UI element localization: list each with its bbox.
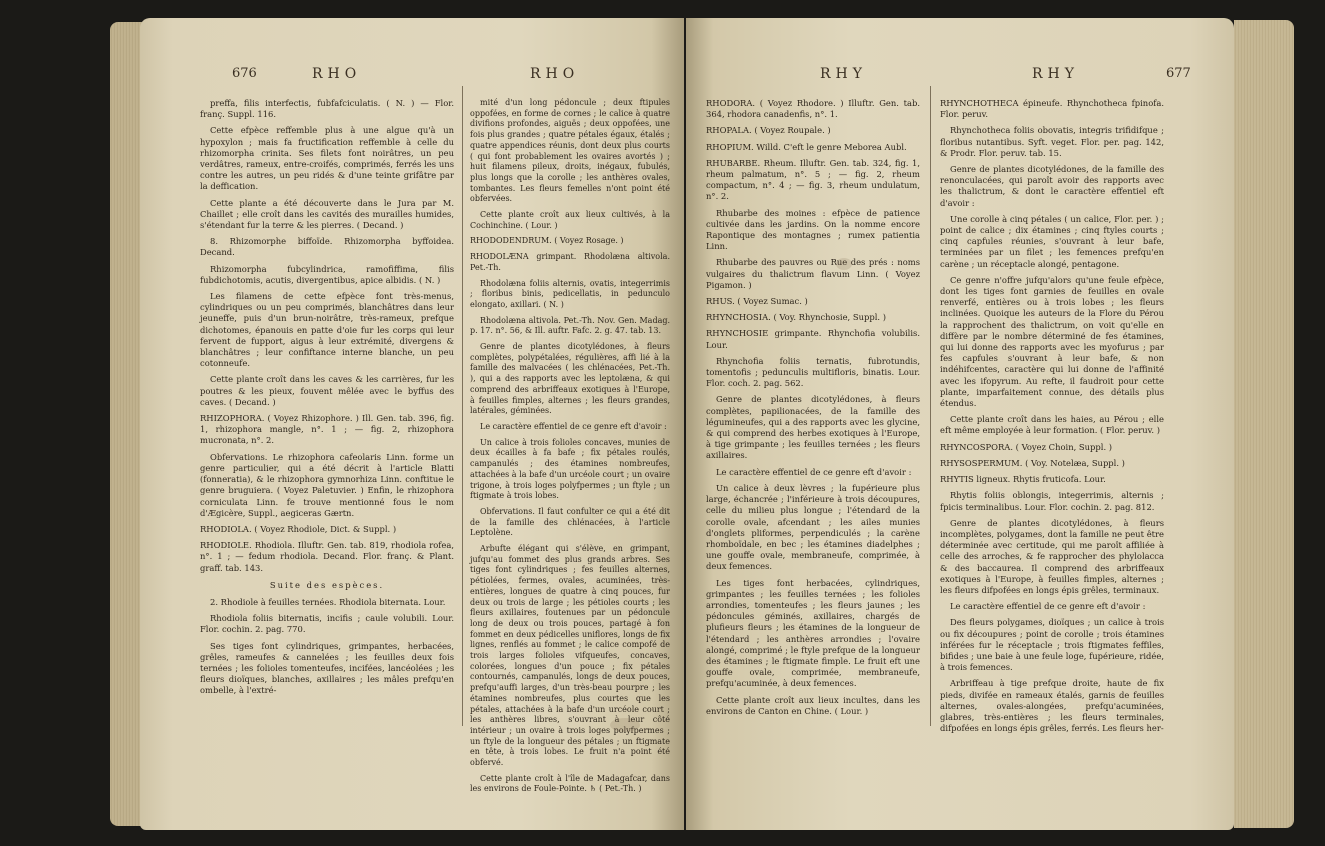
paragraph: Rhizomorpha fubcylindrica, ramofiffima, filis fubdichotomis, acutis, divergentibus, apice albidis. ( N. ) <box>200 263 454 285</box>
paragraph: Ce genre n'offre jufqu'alors qu'une feule efpèce, dont les tiges font garnies de feuilles en ovale renverfé, entières ou à trois lobes ; les fleurs inclinées. Quoique les auteurs de la Flore du Pérou la rapprochent des thalictrum, on voit qu'elle en diffère par le nombre déterminé de fes étamines, qui lui donne des rapports avec les myofurus ; par fes capfules s'ouvrant à leur bafe, & non indéhifcentes, caractère qui lui donne de l'affinité avec les ifopyrum. Au refte, il faudroit pour cette plante, imparfaitement connue, des détails plus étendus. <box>940 274 1164 409</box>
paragraph: Un calice à deux lèvres ; la fupérieure plus large, échancrée ; l'inférieure à trois découpures, celle du milieu plus longue ; l'étendard de la corolle ovale, afcendant ; les ailes munies d'onglets pliformes, perpendiculés ; la carène rhomboïdale, en bec ; les étamines diadelphes ; une gouffe ovale, membraneufe, comprimée, à deux femences. <box>706 482 920 572</box>
paragraph: Rhubarbe des moines : efpèce de patience cultivée dans les jardins. On la nomme encore Rapontique des montagnes ; rumex patientia Linn. <box>706 207 920 252</box>
paragraph: Genre de plantes dicotylédones, de la famille des renonculacées, qui paroît avoir des rapports avec les thalictrum, & dont le caractère effentiel eft d'avoir : <box>940 164 1164 208</box>
paragraph: Suite des espèces. <box>269 579 385 590</box>
paragraph: Rhodiola foliis biternatis, incifis ; caule volubili. Lour. Flor. cochin. 2. pag. 770. <box>200 613 454 635</box>
paragraph: preffa, filis interfectis, fubfafciculatis. ( N. ) — Flor. franç. Suppl. 116. <box>200 98 454 120</box>
paragraph: RHYSOSPERMUM. ( Voy. Notelæa, Suppl. ) <box>940 457 1125 468</box>
paragraph: RHYNCHOSIA. ( Voy. Rhynchosie, Suppl. ) <box>706 312 886 323</box>
paragraph: Cette plante croît à l'île de Madagafcar, dans les environs de Foule-Pointe. ♄ ( Pet.-Th. ) <box>470 773 670 794</box>
paragraph: mité d'un long pédoncule ; deux ftipules oppofées, en forme de cornes ; le calice à quatre divifions profondes, aiguës ; deux oppofées, une fois plus grandes ; quatre pétales égaux, étalés ; quatre appendices réunis, dont deux plus courts ( qui font probablement les ovaires avortés ) ; huit filamens pileux, droits, inégaux, fubulés, plus longs que la corolle ; les anthères ovales, tombantes. Les fleurs femelles n'ont point été obfervées. <box>470 98 670 204</box>
paragraph: Le caractère effentiel de ce genre eft d'avoir : <box>480 421 667 431</box>
paragraph: Le caractère effentiel de ce genre eft d'avoir : <box>950 601 1146 612</box>
paragraph: Une corolle à cinq pétales ( un calice, Flor. per. ) ; point de calice ; dix étamines ; cinq ftyles courts ; cinq capfules réunies, s'ouvrant à leur bafe, terminées par un filet ; les femences prefqu'en carène ; un réceptacle alongé, pentagone. <box>940 213 1164 269</box>
right-column-2 <box>940 98 1164 739</box>
paragraph: Cette plante a été découverte dans le Jura par M. Chaillet ; elle croît dans les cavités des murailles humides, s'étendant fur la terre & les pierres. ( Decand. ) <box>200 197 454 231</box>
paragraph: RHYNCOSPORA. ( Voyez Choin, Suppl. ) <box>940 441 1113 452</box>
stain <box>610 718 640 732</box>
paragraph: Arbriffeau à tige prefque droite, haute de fix pieds, divifée en rameaux étalés, garnis de feuilles alternes, ovales-alongées, prefqu'acuminées, glabres, très-entières ; les fleurs terminales, difpofées en longs épis grêles, ferrés. Les fleurs her- <box>940 678 1164 734</box>
right-page-edges <box>1234 20 1294 828</box>
paragraph: RHODODENDRUM. ( Voyez Rosage. ) <box>470 236 624 246</box>
paragraph: Cette plante croît dans les haies, au Pérou ; elle eft même employée à leur formation. ( Flor. peruv. ) <box>940 414 1164 436</box>
paragraph: RHODIOLA. ( Voyez Rhodiole, Dict. & Suppl. ) <box>200 523 397 534</box>
paragraph: RHUS. ( Voyez Sumac. ) <box>706 296 808 307</box>
paragraph: Rhynchotheca foliis obovatis, integris trifidifque ; floribus nutantibus. Syft. veget. Flor. per. pag. 142, & Prodr. Flor. peruv. tab. 15. <box>940 125 1164 158</box>
paragraph: Rhytis foliis oblongis, integerrimis, alternis ; fpicis terminalibus. Lour. Flor. cochin. 2. pag. 812. <box>940 490 1164 512</box>
left-page-number: 676 <box>232 66 257 81</box>
paragraph: Obfervations. Il faut confulter ce qui a été dit de la famille des chlénacées, à l'article Leptolène. <box>470 506 670 538</box>
paragraph: Rhodolæna foliis alternis, ovatis, integerrimis ; floribus binis, pedicellatis, in pedunculo elongato, axillari. ( N. ) <box>470 278 670 309</box>
paragraph: RHYTIS ligneux. Rhytis fruticofa. Lour. <box>940 474 1106 485</box>
paragraph: Genre de plantes dicotylédones, à fleurs complètes, polypétalées, régulières, affi lié à la famille des malvacées ( les chlénacées, Pet.-Th. ), qui a des rapports avec les leptolæna, & qui comprend des arbriffeaux exotiques à l'Europe, à feuilles fimples, alternes ; les fleurs grandes, latérales, géminées. <box>470 342 670 416</box>
paragraph: RHYNCHOSIE grimpante. Rhynchofia volubilis. Lour. <box>706 328 920 350</box>
paragraph: Arbufte élégant qui s'élève, en grimpant, jufqu'au fommet des plus grands arbres. Ses tiges font cylindriques ; fes feuilles alternes, pétiolées, fermes, ovales, acuminées, très-entières, longues de quatre à cinq pouces, fur deux ou trois de large ; les pétioles courts ; les fleurs axillaires, foutenues par un pédoncule long de deux ou trois pouces, partagé à fon fommet en deux pédicelles uniflores, longs de fix lignes, renflés au fommet ; le calice compofé de trois larges folioles vifqueufes, concaves, colorées, longues d'un pouce ; fix pétales contournés, campanulés, longs de deux pouces, prefqu'auffi larges, d'un très-beau pourpre ; les étamines nombreufes, plus courtes que les pétales, attachées à la bafe d'un urcéole court ; les anthères libres, s'ouvrant à leur côté intérieur ; un ovaire à trois loges polyfpermes ; un ftyle de la longueur des pétales ; un ftigmate en tête, à trois lobes. Le fruit n'a point été obfervé. <box>470 544 670 768</box>
paragraph: Ses tiges font cylindriques, grimpantes, herbacées, grêles, rameufes & cannelées ; les feuilles deux fois ternées ; les folioles tomenteufes, incifées, lancéolées ; les fleurs dioïques, blanches, axillaires ; les mâles prefqu'en ombelle, à l'extré- <box>200 640 454 696</box>
paragraph: Rhubarbe des pauvres ou Rue des prés : noms vulgaires du thalictrum flavum Linn. ( Voyez Pigamon. ) <box>706 257 920 290</box>
column-rule <box>462 86 463 726</box>
left-running-head-2: RHO <box>530 66 580 82</box>
paragraph: Obfervations. Le rhizophora cafeolaris Linn. forme un genre particulier, qui a été décrit à l'article Blatti (fonneratia), & le rhizophora gymnorhiza Linn. conftitue le genre bruguiera. ( Voyez Paletuvier. ) Enfin, le rhizophora corniculata Linn. fe trouve mentionné fous le nom d'Ægicère, Suppl., aegiceras Gærtn. <box>200 451 454 518</box>
paragraph: RHODOLÆNA grimpant. Rhodolæna altivola. Pet.-Th. <box>470 252 670 272</box>
paragraph: Rhodolæna altivola. Pet.-Th. Nov. Gen. Madag. p. 17. n°. 56, & Ill. auftr. Fafc. 2. g. 47. tab. 13. <box>470 315 670 336</box>
right-running-head-1: RHY <box>820 66 867 82</box>
paragraph: RHODIOLE. Rhodiola. Illuftr. Gen. tab. 819, rhodiola rofea, n°. 1 ; — fedum rhodiola. Decand. Flor. franç. & Plant. graff. tab. 143. <box>200 540 454 573</box>
paragraph: Genre de plantes dicotylédones, à fleurs complètes, papilionacées, de la famille des légumineufes, qui a des rapports avec les glycine, & qui comprend des herbes exotiques à l'Europe, à tige grimpante ; les feuilles ternées ; les fleurs axillaires. <box>706 394 920 461</box>
right-page <box>686 18 1234 830</box>
paragraph: Cette efpèce reffemble plus à une algue qu'à un hypoxylon ; mais fa fructification reffemble à celle du rhizomorpha crinita. Ses filets font noirâtres, un peu verdâtres, rameux, entre-croifés, comprimés, ferrés les uns contre les autres, un peu ridés & d'une teinte grifâtre par la deffication. <box>200 125 454 192</box>
paragraph: Genre de plantes dicotylédones, à fleurs incomplètes, polygames, dont la famille ne peut être déterminée avec certitude, qui me paroît affiliée à celle des arroches, & fe rapprocher des phylolacca & des baccaurea. Il comprend des arbriffeaux exotiques à l'Europe, à feuilles fimples, alternes ; les fleurs difpofées en longs épis grêles, terminaux. <box>940 517 1164 595</box>
paragraph: Cette plante croît dans les caves & les carrières, fur les poutres & les pieux, fouvent mêlée avec le byffus des caves. ( Decand. ) <box>200 374 454 407</box>
right-column-1 <box>706 98 920 722</box>
paragraph: RHOPALA. ( Voyez Roupale. ) <box>706 125 831 136</box>
paragraph: RHOPIUM. Willd. C'eft le genre Meborea Aubl. <box>706 141 907 152</box>
right-running-head-2: RHY <box>1032 66 1079 82</box>
paragraph: Rhynchofia foliis ternatis, fubrotundis, tomentofis ; pedunculis multifloris, binatis. Lour. Flor. coch. 2. pag. 562. <box>706 355 920 389</box>
paragraph: 8. Rhizomorphe biffoïde. Rhizomorpha byffoidea. Decand. <box>200 236 454 258</box>
left-page-edges <box>110 22 142 826</box>
paragraph: 2. Rhodiole à feuilles ternées. Rhodiola biternata. Lour. <box>210 596 446 607</box>
paragraph: RHODORA. ( Voyez Rhodore. ) Illuftr. Gen. tab. 364, rhodora canadenfis, n°. 1. <box>706 98 920 120</box>
paragraph: Les filamens de cette efpèce font très-menus, cylindriques ou un peu comprimés, blanchâtres dans leur jeuneffe, puis d'un brun-noirâtre, très-rameux, prefque dichotomes, épanouis en patte d'oie fur les corps qui leur fervent de fupport, aigus à leur extrémité, divergens & blanchâtres ; leur confiftance interne blanche, un peu cotonneufe. <box>200 291 454 369</box>
stain <box>836 258 852 270</box>
column-rule <box>930 86 931 726</box>
left-column-2 <box>470 98 670 800</box>
paragraph: Des fleurs polygames, dioïques ; un calice à trois ou fix découpures ; point de corolle ; trois étamines inférées fur le réceptacle ; trois ftigmates feffiles, bifides ; une baie à une feule loge, fupérieure, ridée, à trois femences. <box>940 617 1164 673</box>
right-page-number: 677 <box>1166 66 1191 81</box>
left-column-1 <box>200 98 454 702</box>
paragraph: Les tiges font herbacées, cylindriques, grimpantes ; les feuilles ternées ; les folioles arrondies, tomenteufes ; les fleurs jaunes ; les pédoncules géminés, axillaires, chargés de plufieurs fleurs ; les étamines de la longueur de l'étendard ; les anthères arrondies ; l'ovaire alongé, comprimé ; le ftyle prefque de la longueur des étamines ; le ftigmate fimple. Le fruit eft une gouffe ovale, comprimée, membraneufe, prefqu'acuminée, à deux femences. <box>706 577 920 689</box>
paragraph: Cette plante croît aux lieux incultes, dans les environs de Canton en Chine. ( Lour. ) <box>706 694 920 716</box>
paragraph: Le caractère effentiel de ce genre eft d'avoir : <box>716 466 912 477</box>
paragraph: Cette plante croît aux lieux cultivés, à la Cochinchine. ( Lour. ) <box>470 210 670 230</box>
paragraph: RHUBARBE. Rheum. Illuftr. Gen. tab. 324, fig. 1, rheum palmatum, n°. 5 ; — fig. 2, rheum compactum, n°. 4 ; — fig. 3, rheum undulatum, n°. 2. <box>706 157 920 202</box>
paragraph: RHYNCHOTHECA épineufe. Rhynchotheca fpinofa. Flor. peruv. <box>940 98 1164 120</box>
left-running-head-1: RHO <box>312 66 362 82</box>
left-page <box>140 18 684 830</box>
paragraph: RHIZOPHORA. ( Voyez Rhizophore. ) Ill. Gen. tab. 396, fig. 1, rhizophora mangle, n°. 1 ; — fig. 2, rhizophora mucronata, n°. 2. <box>200 413 454 446</box>
paragraph: Un calice à trois folioles concaves, munies de deux écailles à fa bafe ; fix pétales roulés, campanulés ; des étamines nombreufes, attachées à la bafe d'un urcéole court ; un ovaire trigone, à trois loges polyfpermes ; un ftyle ; un ftigmate à trois lobes. <box>470 437 670 501</box>
